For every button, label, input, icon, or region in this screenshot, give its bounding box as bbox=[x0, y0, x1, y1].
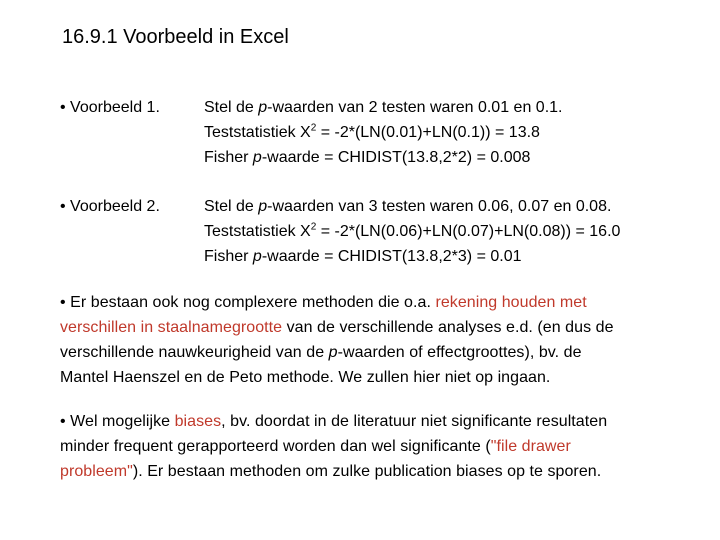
italic-p: p bbox=[252, 149, 262, 166]
highlight-text: rekening houden met bbox=[435, 294, 587, 311]
text-run: -waarden of effectgroottes), bv. de bbox=[337, 344, 582, 361]
paragraph-line bbox=[60, 459, 710, 484]
paragraph-biases bbox=[60, 409, 710, 484]
example-1-line-2 bbox=[204, 120, 562, 145]
paragraph-line bbox=[60, 409, 710, 434]
example-1-label: • Voorbeeld 1. bbox=[60, 99, 160, 116]
example-2-lines bbox=[204, 194, 620, 269]
italic-p: p bbox=[258, 198, 268, 215]
paragraph-line bbox=[60, 290, 710, 315]
highlight-text: verschillen in staalnamegrootte bbox=[60, 319, 283, 336]
text-run: minder frequent gerapporteerd worden dan wel significante ( bbox=[60, 438, 491, 455]
highlight-text: biases bbox=[174, 413, 222, 430]
text-run: Fisher bbox=[204, 248, 253, 265]
text-run: • Wel mogelijke bbox=[60, 413, 175, 430]
example-1-line-3 bbox=[204, 145, 562, 170]
text-run: • Er bestaan ook nog complexere methoden die o.a. bbox=[60, 294, 436, 311]
highlight-text: "file drawer bbox=[490, 438, 571, 455]
text-run: van de verschillende analyses e.d. (en dus de bbox=[282, 319, 614, 336]
text-run: -waarden van 3 testen waren 0.06, 0.07 en 0.08. bbox=[267, 198, 612, 215]
text-run: -waarde = CHIDIST(13.8,2*2) = 0.008 bbox=[261, 149, 531, 166]
paragraph-line bbox=[60, 365, 710, 390]
text-run: Teststatistiek X bbox=[204, 223, 311, 240]
paragraph-line bbox=[60, 315, 710, 340]
text-run: ). Er bestaan methoden om zulke publication biases op te sporen. bbox=[132, 463, 602, 480]
superscript: 2 bbox=[310, 221, 317, 233]
text-run: Fisher bbox=[204, 149, 253, 166]
text-run: Stel de bbox=[204, 99, 259, 116]
paragraph-complex-methods bbox=[60, 290, 710, 390]
superscript: 2 bbox=[310, 122, 317, 134]
paragraph-line bbox=[60, 434, 710, 459]
text-run: = -2*(LN(0.01)+LN(0.1)) = 13.8 bbox=[316, 124, 540, 141]
example-2-line-3 bbox=[204, 244, 620, 269]
italic-p: p bbox=[252, 248, 262, 265]
text-run: -waarde = CHIDIST(13.8,2*3) = 0.01 bbox=[261, 248, 522, 265]
italic-p: p bbox=[258, 99, 268, 116]
example-2-line-1 bbox=[204, 194, 620, 219]
highlight-text: probleem" bbox=[60, 463, 133, 480]
example-2-label: • Voorbeeld 2. bbox=[60, 198, 160, 215]
text-run: , bv. doordat in de literatuur niet significante resultaten bbox=[221, 413, 608, 430]
text-run: Teststatistiek X bbox=[204, 124, 311, 141]
example-2-line-2 bbox=[204, 219, 620, 244]
text-run: Mantel Haenszel en de Peto methode. We zullen hier niet op ingaan. bbox=[60, 369, 551, 386]
paragraph-line bbox=[60, 340, 710, 365]
text-run: = -2*(LN(0.06)+LN(0.07)+LN(0.08)) = 16.0 bbox=[316, 223, 621, 240]
example-1-line-1 bbox=[204, 95, 562, 120]
italic-p: p bbox=[328, 344, 338, 361]
text-run: -waarden van 2 testen waren 0.01 en 0.1. bbox=[267, 99, 563, 116]
text-run: verschillende nauwkeurigheid van de bbox=[60, 344, 329, 361]
slide-title: 16.9.1 Voorbeeld in Excel bbox=[62, 26, 289, 48]
example-1-lines bbox=[204, 95, 562, 170]
text-run: Stel de bbox=[204, 198, 259, 215]
